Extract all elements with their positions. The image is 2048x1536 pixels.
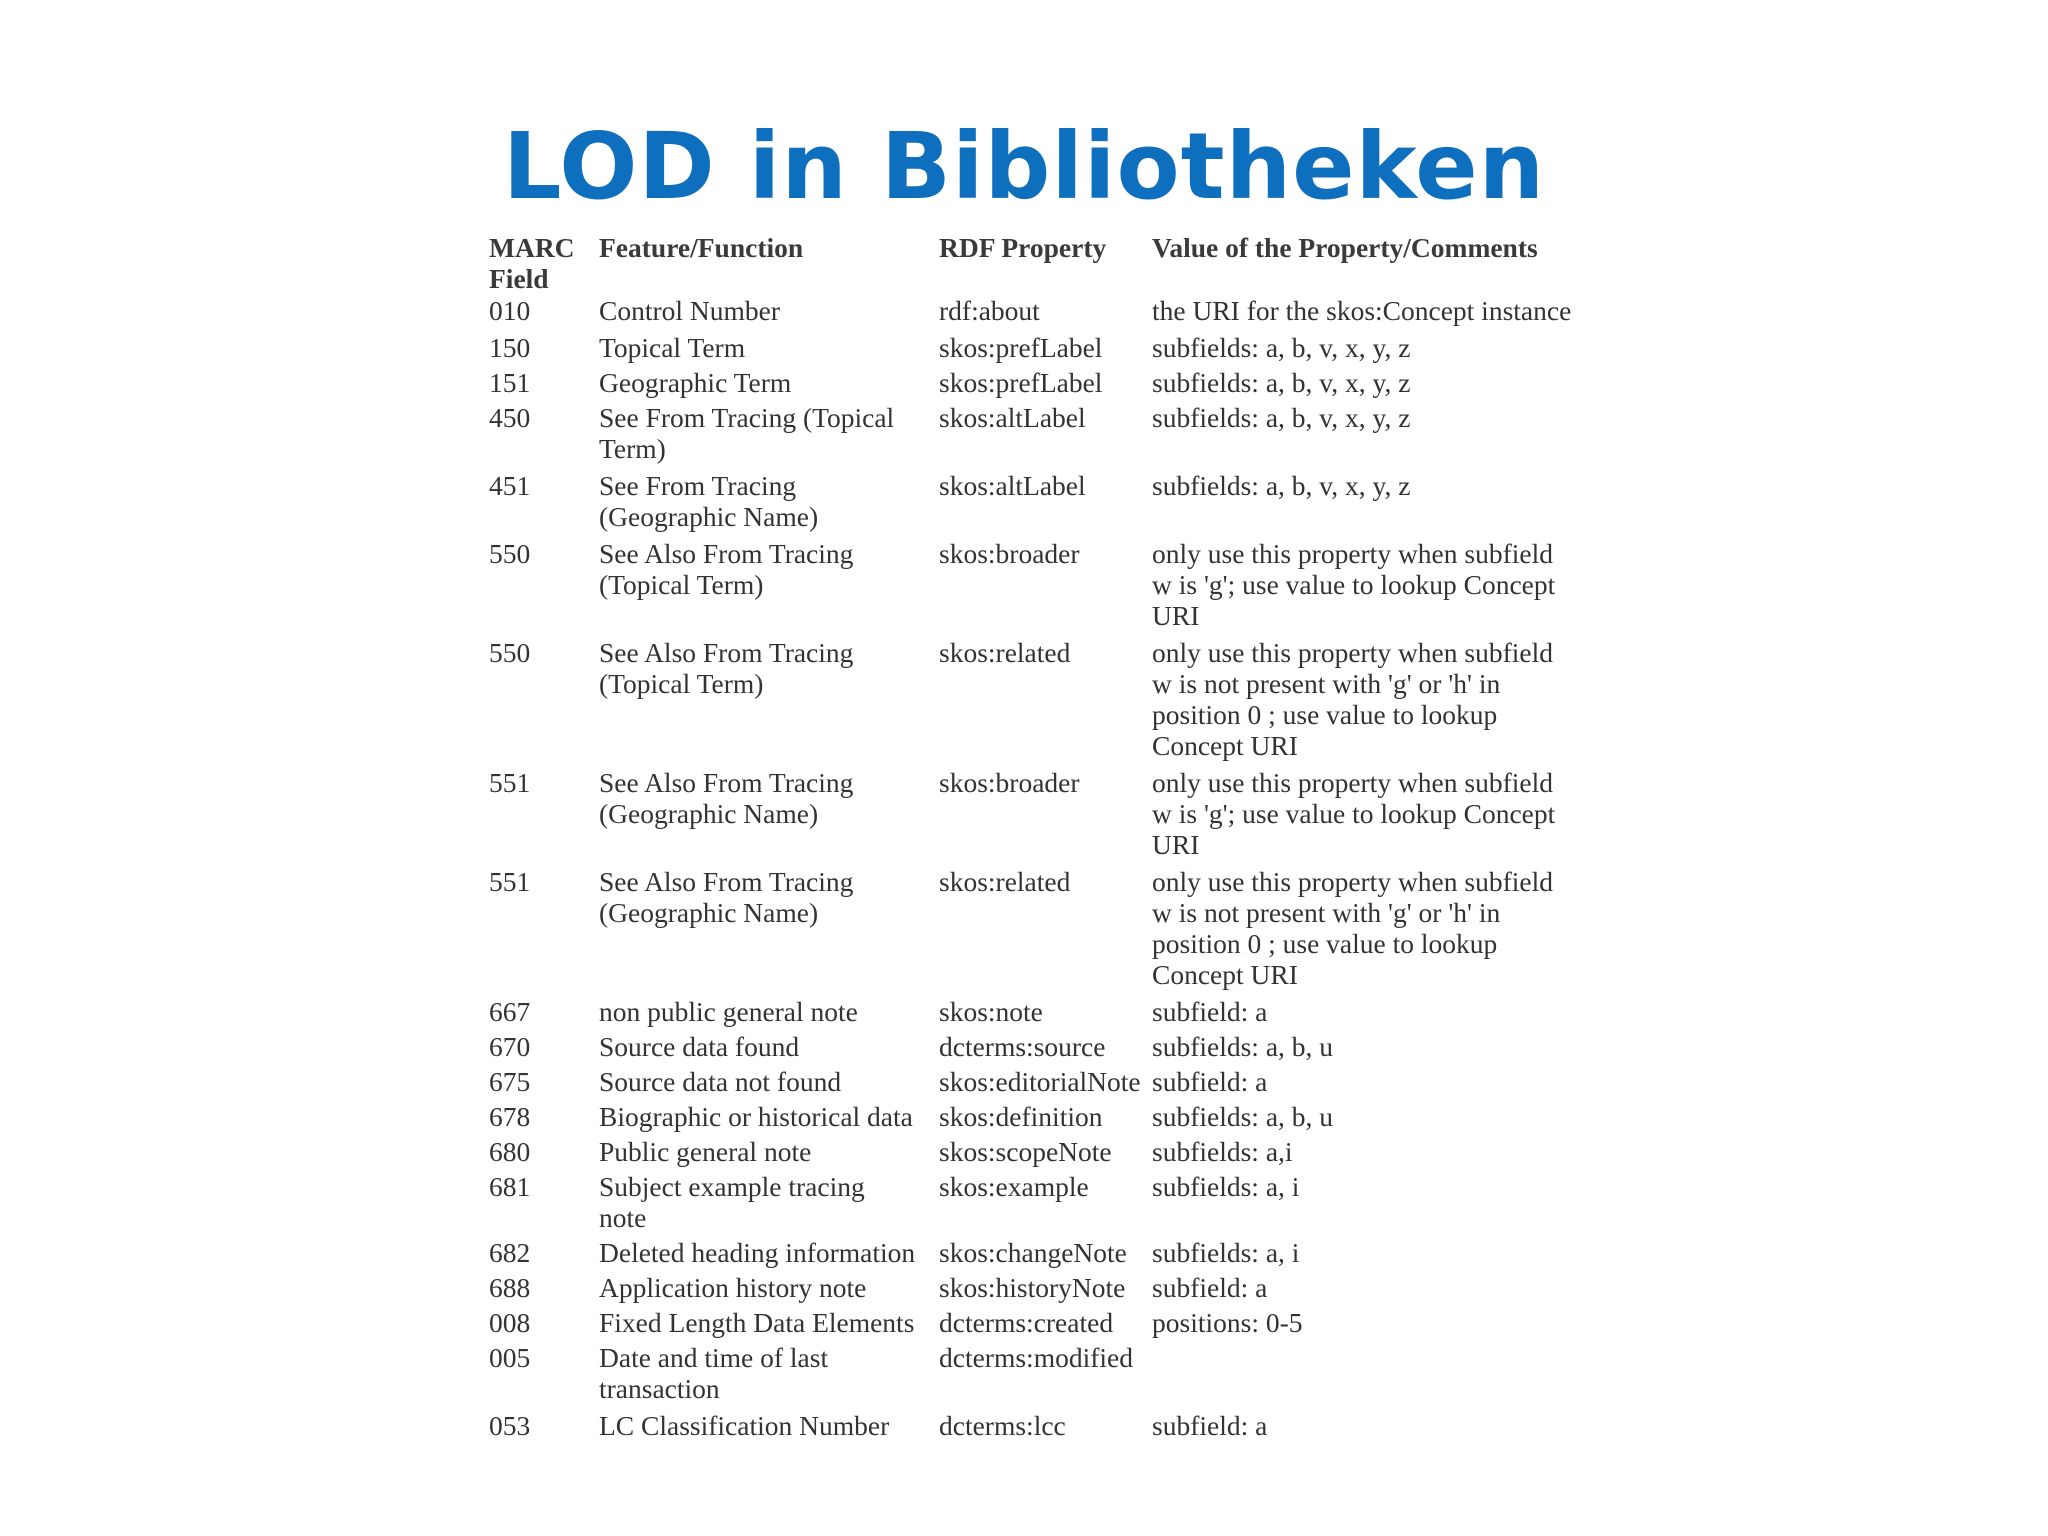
cell-marc-field: 550 <box>489 637 531 668</box>
cell-feature: Application history note <box>599 1272 867 1303</box>
cell-feature: Source data not found <box>599 1066 842 1097</box>
marc-mapping-table-image <box>472 232 1582 1445</box>
table-row <box>472 1031 1582 1066</box>
cell-rdf-property: skos:broader <box>939 767 1080 798</box>
cell-feature: non public general note <box>599 996 858 1027</box>
marc-rdf-mapping-table <box>472 232 1582 1445</box>
cell-feature: Topical Term <box>599 332 746 363</box>
cell-marc-field: 053 <box>489 1410 531 1441</box>
cell-feature: See Also From Tracing (Topical Term) <box>599 538 854 600</box>
cell-rdf-property: skos:prefLabel <box>939 367 1103 398</box>
cell-marc-field: 680 <box>489 1136 531 1167</box>
table-row <box>472 1136 1582 1171</box>
cell-feature: Deleted heading information <box>599 1237 916 1268</box>
cell-marc-field: 450 <box>489 402 531 433</box>
table-row <box>472 538 1582 637</box>
cell-marc-field: 551 <box>489 866 531 897</box>
cell-marc-field: 682 <box>489 1237 531 1268</box>
cell-value: subfield: a <box>1152 996 1268 1027</box>
cell-value: subfields: a, b, u <box>1152 1101 1334 1132</box>
cell-value: only use this property when subfield w is not present with 'g' or 'h' in position 0 ; use value to lookup Concept URI <box>1152 637 1553 761</box>
cell-feature: Biographic or historical data <box>599 1101 913 1132</box>
cell-marc-field: 675 <box>489 1066 531 1097</box>
table-body <box>472 295 1582 1445</box>
table-row <box>472 637 1582 767</box>
cell-value: subfields: a, i <box>1152 1171 1300 1202</box>
cell-rdf-property: rdf:about <box>939 295 1040 326</box>
cell-value: subfield: a <box>1152 1272 1268 1303</box>
table-row <box>472 1272 1582 1307</box>
cell-marc-field: 005 <box>489 1342 531 1373</box>
cell-value: subfields: a, b, v, x, y, z <box>1152 367 1411 398</box>
cell-marc-field: 008 <box>489 1307 531 1338</box>
cell-feature: See Also From Tracing (Topical Term) <box>599 637 854 699</box>
cell-rdf-property: skos:related <box>939 637 1071 668</box>
cell-rdf-property: dcterms:modified <box>939 1342 1133 1373</box>
cell-value: only use this property when subfield w is not present with 'g' or 'h' in position 0 ; use value to lookup Concept URI <box>1152 866 1553 990</box>
cell-rdf-property: skos:example <box>939 1171 1089 1202</box>
cell-rdf-property: skos:altLabel <box>939 470 1086 501</box>
cell-value: subfields: a,i <box>1152 1136 1293 1167</box>
table-row <box>472 866 1582 996</box>
cell-value: subfields: a, b, v, x, y, z <box>1152 402 1411 433</box>
cell-value: the URI for the skos:Concept instance <box>1152 295 1572 326</box>
table-row <box>472 1171 1582 1237</box>
header-feature-function: Feature/Function <box>599 232 804 263</box>
cell-feature: Geographic Term <box>599 367 792 398</box>
cell-rdf-property: skos:broader <box>939 538 1080 569</box>
cell-value: subfields: a, b, u <box>1152 1031 1334 1062</box>
cell-feature: Subject example tracing note <box>599 1171 865 1233</box>
table-row <box>472 295 1582 332</box>
slide-title: LOD in Bibliotheken <box>502 113 1546 220</box>
cell-rdf-property: skos:altLabel <box>939 402 1086 433</box>
cell-marc-field: 151 <box>489 367 531 398</box>
table-row <box>472 996 1582 1031</box>
cell-value <box>1135 1342 1582 1410</box>
cell-rdf-property: skos:editorialNote <box>939 1066 1141 1097</box>
cell-feature: Fixed Length Data Elements <box>599 1307 915 1338</box>
cell-rdf-property: skos:scopeNote <box>939 1136 1112 1167</box>
cell-rdf-property: skos:related <box>939 866 1071 897</box>
cell-rdf-property: skos:prefLabel <box>939 332 1103 363</box>
cell-value: subfields: a, i <box>1152 1237 1300 1268</box>
cell-marc-field: 150 <box>489 332 531 363</box>
cell-value: subfield: a <box>1152 1066 1268 1097</box>
cell-feature: See Also From Tracing (Geographic Name) <box>599 866 854 928</box>
cell-marc-field: 010 <box>489 295 531 326</box>
cell-feature: See From Tracing (Topical Term) <box>599 402 895 464</box>
cell-rdf-property: dcterms:lcc <box>939 1410 1066 1441</box>
cell-value: subfields: a, b, v, x, y, z <box>1152 332 1411 363</box>
cell-marc-field: 678 <box>489 1101 531 1132</box>
table-row <box>472 1410 1582 1445</box>
cell-feature: Source data found <box>599 1031 800 1062</box>
cell-marc-field: 451 <box>489 470 531 501</box>
cell-value: only use this property when subfield w is 'g'; use value to lookup Concept URI <box>1152 538 1556 631</box>
header-marc-field: MARC Field <box>489 232 575 294</box>
cell-marc-field: 670 <box>489 1031 531 1062</box>
header-value-comments: Value of the Property/Comments <box>1152 232 1538 263</box>
cell-feature: Date and time of last transaction <box>599 1342 829 1404</box>
cell-marc-field: 551 <box>489 767 531 798</box>
cell-feature: See From Tracing (Geographic Name) <box>599 470 819 532</box>
table-row <box>472 767 1582 866</box>
cell-rdf-property: skos:note <box>939 996 1043 1027</box>
cell-value: subfield: a <box>1152 1410 1268 1441</box>
table-row <box>472 1101 1582 1136</box>
cell-feature: Public general note <box>599 1136 812 1167</box>
cell-feature: LC Classification Number <box>599 1410 890 1441</box>
cell-marc-field: 688 <box>489 1272 531 1303</box>
cell-feature: See Also From Tracing (Geographic Name) <box>599 767 854 829</box>
cell-marc-field: 550 <box>489 538 531 569</box>
cell-rdf-property: dcterms:created <box>939 1307 1114 1338</box>
table-row <box>472 402 1582 470</box>
table-row <box>472 1307 1582 1342</box>
table-row <box>472 1237 1582 1272</box>
table-row <box>472 332 1582 367</box>
cell-rdf-property: skos:changeNote <box>939 1237 1127 1268</box>
cell-marc-field: 681 <box>489 1171 531 1202</box>
cell-rdf-property: skos:historyNote <box>939 1272 1126 1303</box>
table-row <box>472 1342 1582 1410</box>
cell-rdf-property: skos:definition <box>939 1101 1103 1132</box>
table-row <box>472 367 1582 402</box>
cell-feature: Control Number <box>599 295 781 326</box>
cell-value: only use this property when subfield w is 'g'; use value to lookup Concept URI <box>1152 767 1556 860</box>
header-rdf-property: RDF Property <box>939 232 1107 263</box>
cell-value: positions: 0-5 <box>1152 1307 1303 1338</box>
table-header-row <box>472 232 1582 295</box>
table-row <box>472 470 1582 538</box>
cell-rdf-property: dcterms:source <box>939 1031 1106 1062</box>
table-row <box>472 1066 1582 1101</box>
cell-value: subfields: a, b, v, x, y, z <box>1152 470 1411 501</box>
cell-marc-field: 667 <box>489 996 531 1027</box>
